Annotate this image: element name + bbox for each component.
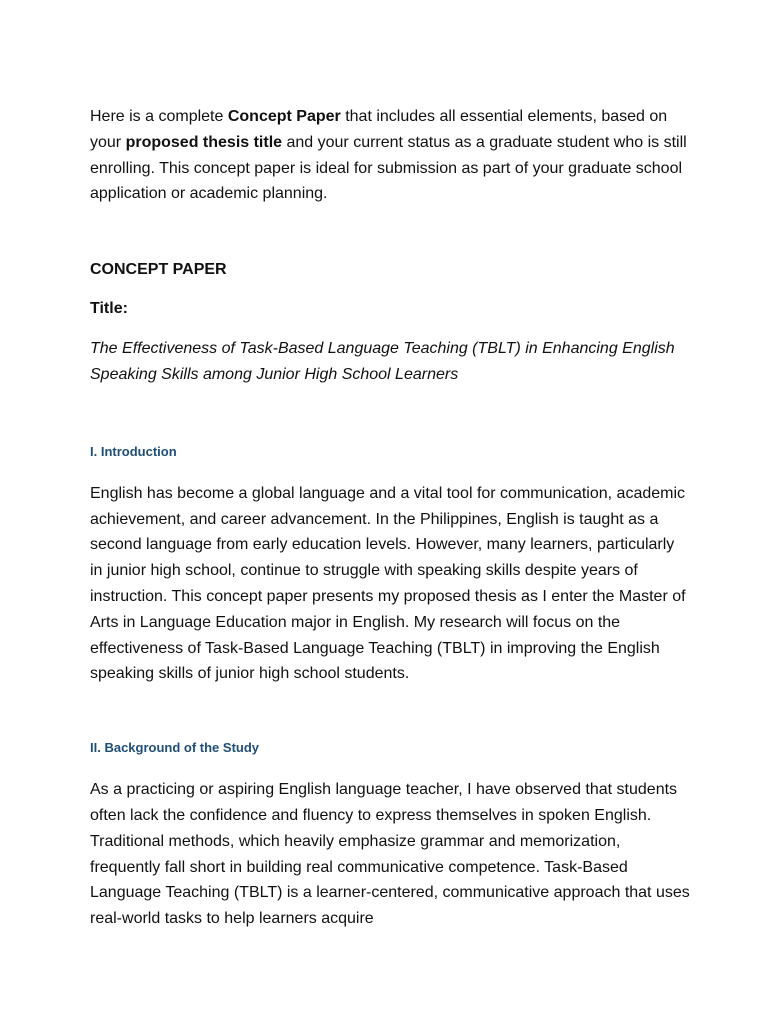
intro-text-3: and your current status as a graduate student who is still enrolling. This concept paper is ideal for submission as part of your graduate school application or academic planning.: [90, 133, 687, 203]
document-page: [90, 104, 690, 932]
section-body-background: As a practicing or aspiring English language teacher, I have observed that students often lack the confidence and fluency to express themselves in spoken English. Traditional methods, which heavily emphasize grammar and memorization, frequently fall short in building real communicative competence. Task-Based Language Teaching (TBLT) is a learner-centered, communicative approach that uses real-world tasks to help learners acquire: [90, 781, 690, 928]
intro-bold-concept-paper: Concept Paper: [227, 108, 341, 125]
thesis-title: The Effectiveness of Task-Based Language Teaching (TBLT) in Enhancing English Speaking Skills among Junior High School Learners: [90, 340, 675, 383]
document-heading: CONCEPT PAPER: [90, 261, 227, 279]
intro-text-1: Here is a complete: [90, 108, 228, 125]
intro-bold-thesis-title: proposed thesis title: [125, 133, 283, 151]
section-heading-background: II. Background of the Study: [90, 740, 260, 756]
section-heading-introduction: I. Introduction: [90, 443, 177, 459]
intro-text-2: that includes all essential elements, based on your: [90, 108, 668, 151]
title-label: Title:: [90, 300, 128, 318]
section-body-introduction: English has become a global language and a vital tool for communication, academic achievement, and career advancement. In the Philippines, English is taught as a second language from early education levels. However, many learners, particularly in junior high school, continue to struggle with speaking skills despite years of instruction. This concept paper presents my proposed thesis as I enter the Master of Arts in Language Education major in English. My research will focus on the effectiveness of Task-Based Language Teaching (TBLT) in improving the English speaking skills of junior high school students.: [90, 484, 686, 683]
intro-paragraph: [90, 104, 690, 207]
